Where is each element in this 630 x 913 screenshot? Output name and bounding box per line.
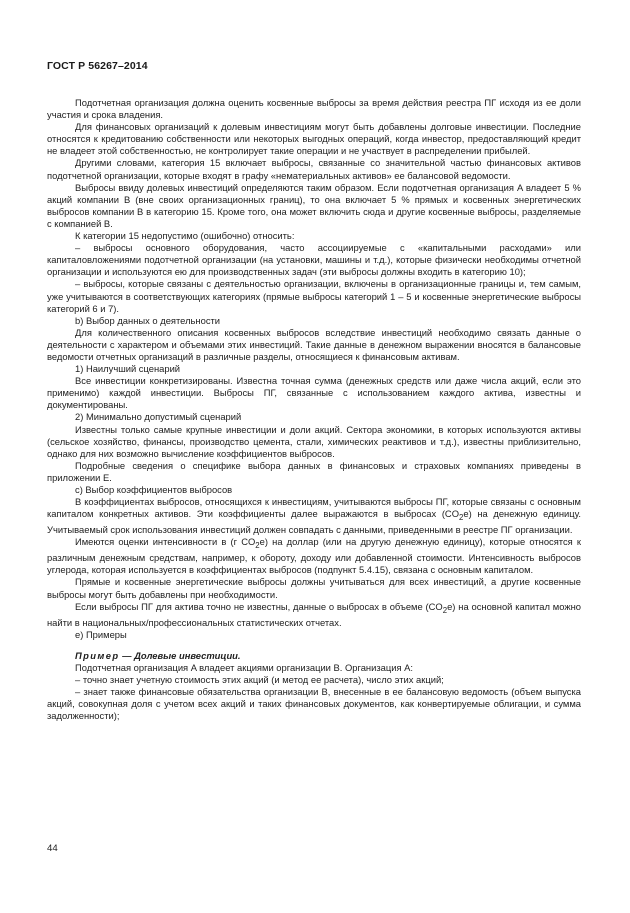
standard-designation: ГОСТ Р 56267–2014 [47,60,148,72]
page-body [47,97,581,722]
text-segment: e) на основной капитал можно найти в национальных/профессиональных статистических отчетах. [47,600,581,628]
subsection-heading: c) Выбор коэффициентов выбросов [75,484,233,495]
list-item: – выбросы, которые связаны с деятельностью организации, включены в организационные границы и, тем самым, уже учитываются в соответствующих категориях (прямые выбросы категорий 1 – 5 и косвенные энергетические выбросы категорий 6 и 7). [47,278,581,314]
subscript: 2 [255,541,260,551]
text-segment: Имеются оценки интенсивности в (г CO [75,536,256,548]
paragraph: Известны только самые крупные инвестиции и доли акций. Сектора экономики, в которых используются активы (сельское хозяйство, финансы, производство цемента, стали, химических реактивов и т.д.), известны приблизительно, однако для них возможно вычисление коэффициентов выбросов. [47,423,581,459]
paragraph-statistics [47,601,581,629]
text-segment: Если выбросы ПГ для актива точно не известны, данные о выбросах в объеме (CO [75,600,443,612]
paragraph: К категории 15 недопустимо (ошибочно) относить: [75,230,295,242]
paragraph: Выбросы ввиду долевых инвестиций определяются таким образом. Если подотчетная организация A владеет 5 % акций компании B (вне своих организационных границ), то она включает 5 % прямых и косвенных энергетических выбросов компании B в категорию 15. Кроме того, она может включить сюда и другие косвенные выбросы, разделяемые с компанией B. [47,181,581,229]
example-label: Пример [75,649,120,661]
paragraph-co2-units [47,496,581,536]
example-title: — Долевые инвестиции. [122,649,241,661]
subsection-heading: b) Выбор данных о деятельности [75,314,221,326]
paragraph: Для количественного описания косвенных выбросов вследствие инвестиций необходимо связать данные о деятельности с характером и объемами этих инвестиций. Такие данные в денежном выражении вносятся в балансовые ведомости отчетных организаций в различные разделы, относящиеся к финансовым активам. [47,326,581,362]
text-segment: e) на доллар (или на другую денежную единицу), которые относятся к различным денежным средствам, например, к обороту, доходу или добавленной стоимости. Интенсивность выбросов углерода, которая используется в коэффициентах выбросов (подпункт 5.4.15), связана с основным капиталом. [47,536,582,576]
paragraph: Прямые и косвенные энергетические выбросы должны учитываться для всех инвестиций, а другие косвенные выбросы могут быть добавлены при необходимости. [47,576,581,600]
page-number: 44 [47,843,58,854]
paragraph: Для финансовых организаций к долевым инвестициям могут быть добавлены долговые инвестиции. Последние относятся к кредитованию собственности или некоторых выгодных операций, когда инвестор, предоставляющий кредит не владеет этой собственностью, не контролирует такие операции и не участвует в распределении прибылей. [47,121,581,157]
scenario-heading: 2) Минимально допустимый сценарий [75,411,242,423]
subscript: 2 [459,513,464,523]
list-item: – знает также финансовые обязательства организации B, внесенные в ее балансовую ведомость (объем выпуска акций, совокупная доля с учетом всех акций и таких финансовых документов, как конвертируемые облигации, и сумма задолженности); [47,686,581,722]
paragraph: Все инвестиции конкретизированы. Известна точная сумма (денежных средств или даже числа акций, если это применимо) каждой инвестиции. Выбросы ПГ, связанные с использованием каждого актива, известны и документированы. [47,375,581,411]
text-segment: e) на денежную единицу. Учитываемый срок использования инвестиций должен совпадать с данными, приведенными в реестре ПГ организации. [47,508,581,536]
paragraph-intensity [47,536,581,576]
paragraph: Подробные сведения о специфике выбора данных в финансовых и страховых компаниях приведены в приложении E. [47,459,581,483]
paragraph: Другими словами, категория 15 включает выбросы, связанные со значительной частью финансовых активов подотчетной организации, которые входят в графу «нематериальных активов» ее балансовой ведомости. [47,157,581,181]
paragraph: Подотчетная организация должна оценить косвенные выбросы за время действия реестра ПГ исходя из ее доли участия и срока владения. [47,97,581,121]
list-item: – выбросы основного оборудования, часто ассоциируемые с «капитальными расходами» или капиталовложениями подотчетной организации (на установки, машины и т.д.), которые физически необходимы отчетной организации и используются ею для производственных задач (эти выбросы должны входить в категорию 10); [47,242,581,278]
list-item: – точно знает учетную стоимость этих акций (и метод ее расчета), число этих акций; [75,673,444,685]
scenario-heading: 1) Наилучший сценарий [75,363,181,375]
paragraph: Подотчетная организация A владеет акциями организации B. Организация A: [75,661,413,673]
subsection-heading: e) Примеры [75,628,127,640]
example-heading [47,650,581,662]
subscript: 2 [442,605,448,615]
text-segment: В коэффициентах выбросов, относящихся к инвестициям, учитываются выбросы ПГ, которые связаны с основным капиталом конкретных активов. Эти коэффициенты далее выражаются в выбросах (CO [47,496,581,520]
